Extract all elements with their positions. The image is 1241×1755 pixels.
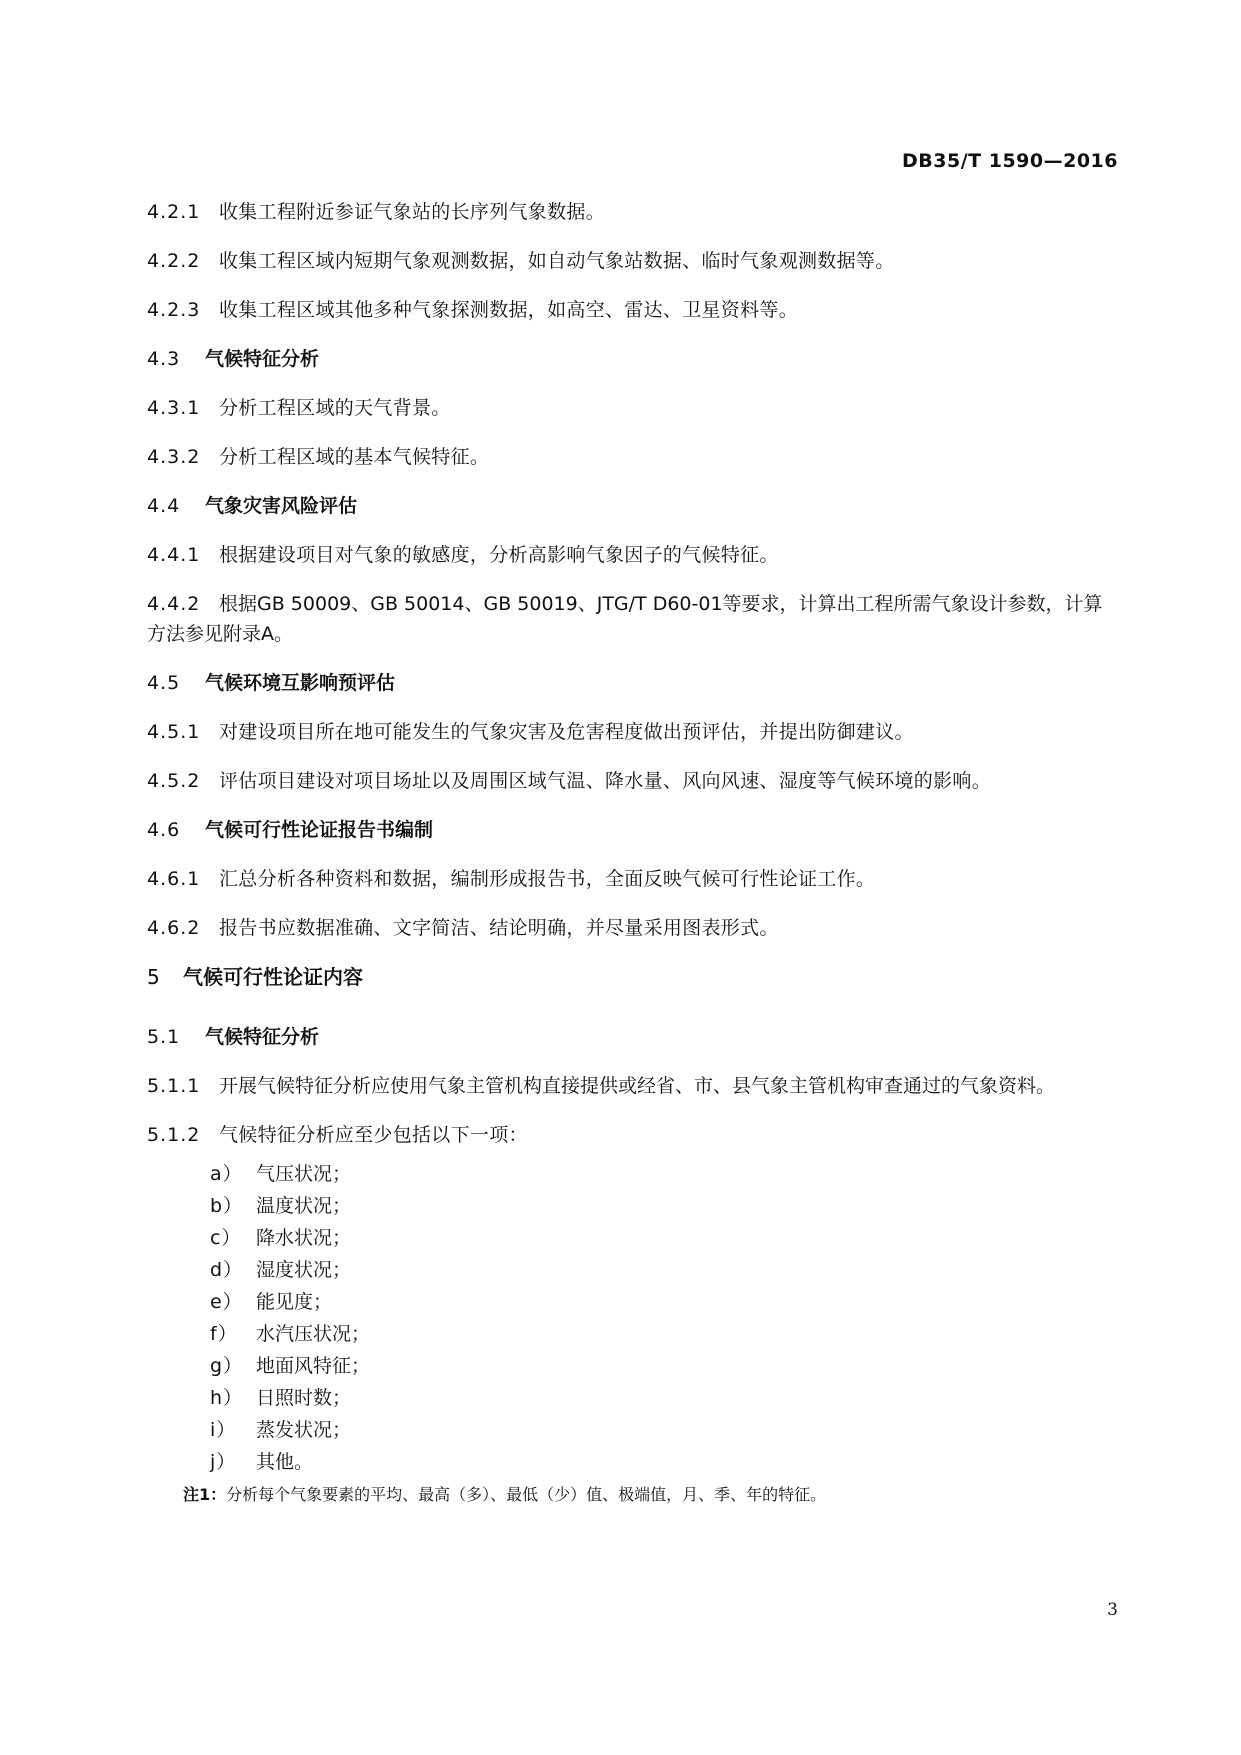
list-item bbox=[210, 1190, 1117, 1222]
clause-text: 收集工程区域其他多种气象探测数据，如高空、雷达、卫星资料等。 bbox=[219, 299, 799, 321]
section-number: 4.4 bbox=[147, 495, 181, 517]
list-item-text: 蒸发状况； bbox=[256, 1419, 352, 1441]
list-item bbox=[210, 1446, 1117, 1478]
clause-text: 开展气候特征分析应使用气象主管机构直接提供或经省、市、县气象主管机构审查通过的气象资料。 bbox=[219, 1075, 1056, 1097]
list-item-text: 降水状况； bbox=[256, 1227, 352, 1249]
list-item-text: 气压状况； bbox=[256, 1163, 352, 1185]
list-item-text: 地面风特征； bbox=[256, 1355, 371, 1377]
section-number: 4.6 bbox=[147, 819, 181, 841]
list-item-text: 日照时数； bbox=[256, 1387, 352, 1409]
section-heading-4-3 bbox=[147, 344, 1117, 374]
clause-4-4-2 bbox=[147, 589, 1117, 649]
note-label: 注1： bbox=[183, 1485, 227, 1504]
clause-text: 分析工程区域的基本气候特征。 bbox=[219, 446, 490, 468]
note-text: 分析每个气象要素的平均、最高（多）、最低（少）值、极端值，月、季、年的特征。 bbox=[226, 1485, 827, 1504]
clause-text: 汇总分析各种资料和数据，编制形成报告书，全面反映气候可行性论证工作。 bbox=[219, 868, 876, 890]
list-marker: f） bbox=[210, 1323, 238, 1345]
note-1 bbox=[183, 1481, 1117, 1509]
clause-number: 4.4.2 bbox=[147, 593, 201, 615]
list-marker: a） bbox=[210, 1163, 243, 1185]
document-body bbox=[147, 197, 1117, 1509]
chapter-title: 气候可行性论证内容 bbox=[183, 965, 363, 989]
section-title: 气象灾害风险评估 bbox=[205, 495, 358, 517]
section-heading-4-4 bbox=[147, 491, 1117, 521]
list-marker: c） bbox=[210, 1227, 242, 1249]
list-item bbox=[210, 1414, 1117, 1446]
clause-number: 4.2.2 bbox=[147, 250, 201, 272]
list-marker: j） bbox=[210, 1451, 237, 1473]
section-title: 气候可行性论证报告书编制 bbox=[205, 819, 434, 841]
list-marker: g） bbox=[210, 1355, 244, 1377]
clause-text: 评估项目建设对项目场址以及周围区域气温、降水量、风向风速、湿度等气候环境的影响。 bbox=[219, 770, 992, 792]
list-item-text: 水汽压状况； bbox=[256, 1323, 371, 1345]
clause-number: 4.5.2 bbox=[147, 770, 201, 792]
list-item-text: 温度状况； bbox=[256, 1195, 352, 1217]
climate-feature-list bbox=[210, 1158, 1117, 1478]
section-title: 气候特征分析 bbox=[205, 1026, 320, 1048]
list-item bbox=[210, 1382, 1117, 1414]
clause-4-3-1 bbox=[147, 393, 1117, 423]
clause-text: 收集工程附近参证气象站的长序列气象数据。 bbox=[219, 201, 606, 223]
clause-4-5-1 bbox=[147, 717, 1117, 747]
clause-text: 报告书应数据准确、文字简洁、结论明确，并尽量采用图表形式。 bbox=[219, 917, 779, 939]
clause-4-4-1 bbox=[147, 540, 1117, 570]
section-heading-4-5 bbox=[147, 668, 1117, 698]
clause-text: 气候特征分析应至少包括以下一项： bbox=[219, 1124, 528, 1146]
list-item-text: 能见度； bbox=[256, 1291, 333, 1313]
list-marker: e） bbox=[210, 1291, 243, 1313]
clause-number: 4.4.1 bbox=[147, 544, 201, 566]
clause-number: 4.2.1 bbox=[147, 201, 201, 223]
list-item bbox=[210, 1158, 1117, 1190]
chapter-number: 5 bbox=[147, 965, 161, 989]
clause-number: 4.3.2 bbox=[147, 446, 201, 468]
section-number: 4.3 bbox=[147, 348, 181, 370]
clause-number: 4.6.1 bbox=[147, 868, 201, 890]
list-marker: i） bbox=[210, 1419, 237, 1441]
list-item-text: 湿度状况； bbox=[256, 1259, 352, 1281]
list-item-text: 其他。 bbox=[256, 1451, 314, 1473]
clause-text: 根据GB 50009、GB 50014、GB 50019、JTG/T D60-01等要求，计算出工程所需气象设计参数，计算方法参见附录A。 bbox=[147, 593, 1103, 645]
list-item bbox=[210, 1350, 1117, 1382]
clause-5-1-2 bbox=[147, 1120, 1117, 1150]
page-number: 3 bbox=[1107, 1600, 1118, 1620]
section-title: 气候环境互影响预评估 bbox=[205, 672, 396, 694]
clause-number: 4.6.2 bbox=[147, 917, 201, 939]
section-number: 5.1 bbox=[147, 1026, 181, 1048]
clause-4-2-3 bbox=[147, 295, 1117, 325]
list-item bbox=[210, 1222, 1117, 1254]
clause-text: 分析工程区域的天气背景。 bbox=[219, 397, 451, 419]
section-heading-5-1 bbox=[147, 1022, 1117, 1052]
clause-5-1-1 bbox=[147, 1071, 1117, 1101]
clause-text: 根据建设项目对气象的敏感度，分析高影响气象因子的气候特征。 bbox=[219, 544, 779, 566]
clause-4-3-2 bbox=[147, 442, 1117, 472]
clause-4-6-1 bbox=[147, 864, 1117, 894]
clause-4-2-1 bbox=[147, 197, 1117, 227]
list-item bbox=[210, 1318, 1117, 1350]
clause-number: 4.2.3 bbox=[147, 299, 201, 321]
clause-4-2-2 bbox=[147, 246, 1117, 276]
list-marker: b） bbox=[210, 1195, 244, 1217]
clause-number: 5.1.1 bbox=[147, 1075, 201, 1097]
clause-text: 对建设项目所在地可能发生的气象灾害及危害程度做出预评估，并提出防御建议。 bbox=[219, 721, 914, 743]
clause-number: 5.1.2 bbox=[147, 1124, 201, 1146]
clause-number: 4.3.1 bbox=[147, 397, 201, 419]
clause-4-6-2 bbox=[147, 913, 1117, 943]
chapter-heading-5 bbox=[147, 962, 1117, 992]
list-item bbox=[210, 1254, 1117, 1286]
list-marker: d） bbox=[210, 1259, 244, 1281]
list-item bbox=[210, 1286, 1117, 1318]
clause-number: 4.5.1 bbox=[147, 721, 201, 743]
section-title: 气候特征分析 bbox=[205, 348, 320, 370]
clause-4-5-2 bbox=[147, 766, 1117, 796]
clause-text: 收集工程区域内短期气象观测数据，如自动气象站数据、临时气象观测数据等。 bbox=[219, 250, 895, 272]
section-number: 4.5 bbox=[147, 672, 181, 694]
document-code: DB35/T 1590—2016 bbox=[902, 150, 1118, 172]
section-heading-4-6 bbox=[147, 815, 1117, 845]
list-marker: h） bbox=[210, 1387, 244, 1409]
